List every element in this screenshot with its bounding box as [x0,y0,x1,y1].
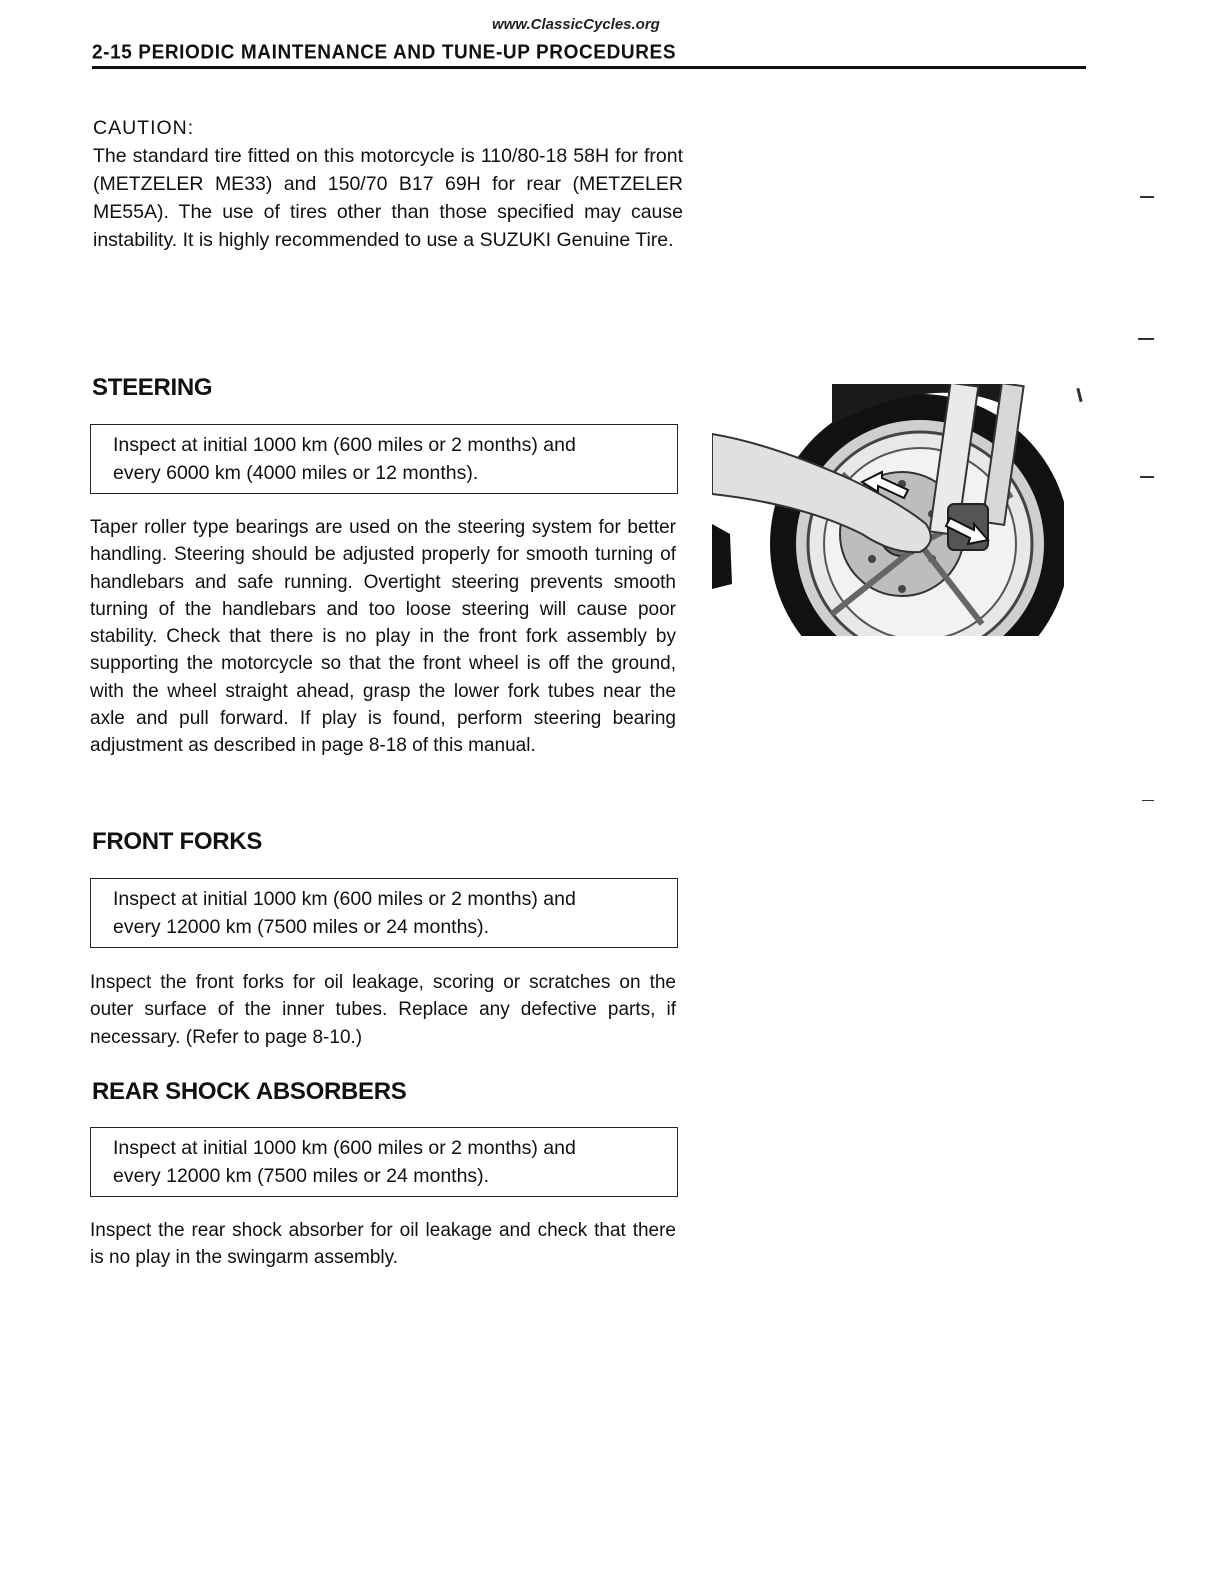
rear-shock-title: REAR SHOCK ABSORBERS [92,1078,407,1105]
running-head: 2-15 PERIODIC MAINTENANCE AND TUNE-UP PROCEDURES [92,41,677,64]
front-forks-body: Inspect the front forks for oil leakage, scoring or scratches on the outer surface of the inner tubes. Replace any defective parts, if necessary. (Refer to page 8-10.) [90,972,676,1048]
steering-body: Taper roller type bearings are used on the steering system for better handling. Steering should be adjusted properly for smooth turning of handlebars and safe running. Overtight steering prevents smooth turning of the handlebars and too loose steering will cause poor stability. Check that there is no play in the front fork assembly by supporting the motorcycle so that the front wheel is off the ground, with the wheel straight ahead, grasp the lower fork tubes near the axle and pull forward. If play is found, perform steering bearing adjustment as described in page 8-18 of this manual. [90,517,676,757]
header-rule [92,66,1086,69]
rear-shock-interval-box [90,1127,678,1197]
caution-label: CAUTION: [93,117,195,139]
caution-block [93,114,683,254]
rear-shock-interval-line1: Inspect at initial 1000 km (600 miles or 2 months) and [113,1137,576,1159]
margin-mark [1140,196,1154,198]
front-forks-interval-line2: every 12000 km (7500 miles or 24 months). [113,916,490,938]
margin-mark [1138,338,1154,340]
steering-interval-line1: Inspect at initial 1000 km (600 miles or 2 months) and [113,434,576,456]
margin-mark [1140,476,1154,478]
front-wheel-photo [712,384,1064,636]
margin-mark [1142,800,1154,801]
steering-title: STEERING [92,374,213,401]
steering-interval-line2: every 6000 km (4000 miles or 12 months). [113,462,479,484]
front-forks-interval-box [90,878,678,948]
margin-mark [1076,388,1082,402]
front-forks-title: FRONT FORKS [92,828,263,855]
steering-interval-box [90,424,678,494]
watermark: www.ClassicCycles.org [492,16,660,33]
caution-text: The standard tire fitted on this motorcycle is 110/80-18 58H for front (METZELER ME33) and 150/70 B17 69H for rear (METZELER ME55A). The use of tires other than those specified may cause instability. It is highly recommended to use a SUZUKI Genuine Tire. [93,145,683,251]
rear-shock-body: Inspect the rear shock absorber for oil leakage and check that there is no play in the swingarm assembly. [90,1220,676,1269]
front-forks-interval-line1: Inspect at initial 1000 km (600 miles or 2 months) and [113,888,576,910]
rear-shock-interval-line2: every 12000 km (7500 miles or 24 months). [113,1165,490,1187]
